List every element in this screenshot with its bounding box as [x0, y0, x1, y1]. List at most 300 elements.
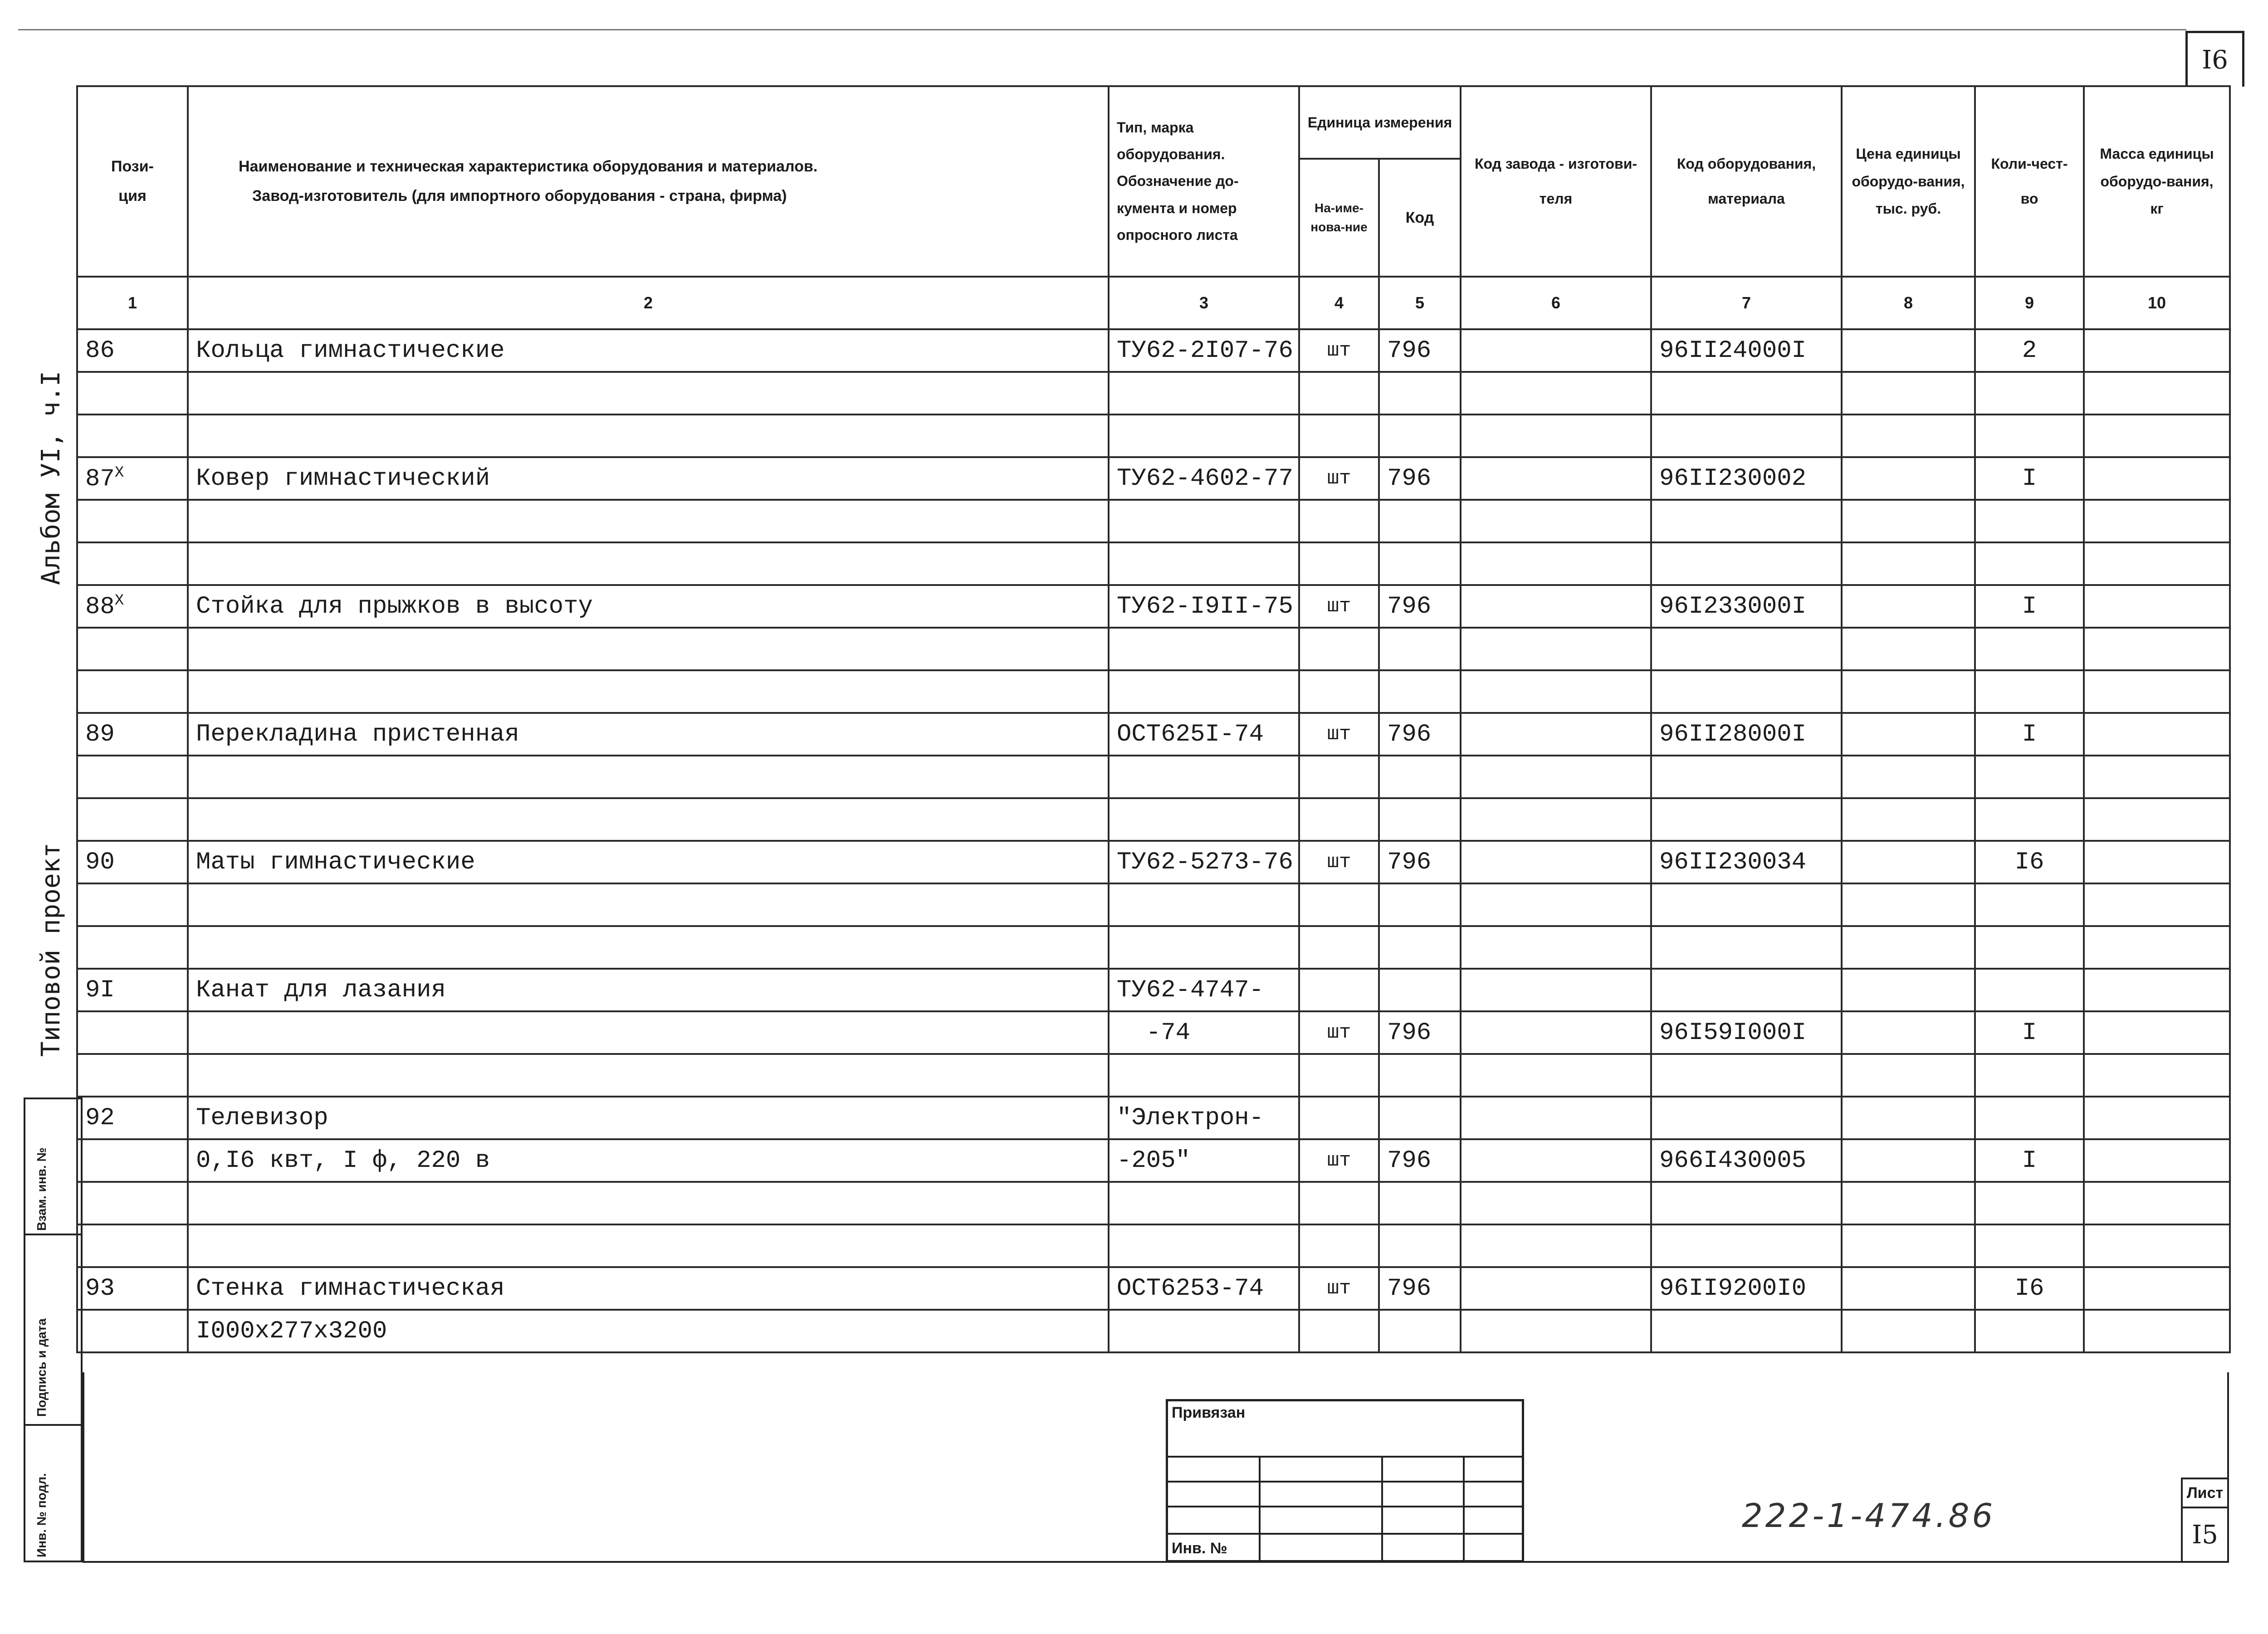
row-mass	[2084, 1224, 2230, 1267]
table-row	[77, 415, 2230, 457]
row-unit-code	[1379, 670, 1461, 713]
row-type	[1109, 585, 1299, 628]
table-row	[77, 500, 2230, 542]
row-material-code	[1651, 1139, 1842, 1182]
row-type	[1109, 1224, 1299, 1267]
row-position	[77, 670, 188, 713]
stamp-cell-replace	[25, 1099, 81, 1235]
row-position	[77, 500, 188, 542]
row-price	[1842, 883, 1975, 926]
row-position	[77, 756, 188, 798]
row-type	[1109, 1139, 1299, 1182]
row-mass	[2084, 883, 2230, 926]
row-unit	[1299, 841, 1379, 883]
row-unit	[1299, 1267, 1379, 1310]
stamp-column	[24, 1097, 83, 1562]
table-row	[77, 1224, 2230, 1267]
row-material-code	[1651, 372, 1842, 415]
row-name	[188, 969, 1109, 1011]
row-factory-code	[1461, 926, 1651, 969]
row-quantity	[1975, 670, 2084, 713]
row-price	[1842, 329, 1975, 372]
row-factory-code	[1461, 883, 1651, 926]
row-unit-code	[1379, 1267, 1461, 1310]
row-type	[1109, 883, 1299, 926]
row-type	[1109, 542, 1299, 585]
row-mass	[2084, 1310, 2230, 1352]
row-type	[1109, 926, 1299, 969]
row-mass	[2084, 969, 2230, 1011]
row-quantity	[1975, 500, 2084, 542]
row-unit-code	[1379, 457, 1461, 500]
row-material-code-text: 966I430005	[1659, 1146, 1807, 1175]
row-quantity-text: I	[2022, 1146, 2037, 1175]
header-mass: Масса единицы оборудо-вания, кг	[2084, 86, 2230, 277]
row-mass	[2084, 1267, 2230, 1310]
row-unit-code	[1379, 1310, 1461, 1352]
row-mass	[2084, 500, 2230, 542]
binding-rule	[1168, 1506, 1522, 1507]
row-quantity	[1975, 1139, 2084, 1182]
column-number: 2	[188, 277, 1109, 329]
row-unit	[1299, 500, 1379, 542]
row-quantity	[1975, 713, 2084, 756]
row-position	[77, 1011, 188, 1054]
row-name	[188, 1182, 1109, 1224]
row-mass	[2084, 457, 2230, 500]
row-material-code	[1651, 500, 1842, 542]
row-material-code	[1651, 713, 1842, 756]
row-quantity	[1975, 1182, 2084, 1224]
row-price	[1842, 372, 1975, 415]
row-quantity	[1975, 1054, 2084, 1097]
row-material-code	[1651, 841, 1842, 883]
row-name-text: Канат для лазания	[196, 976, 446, 1004]
row-position-text: 89	[85, 720, 115, 748]
row-factory-code	[1461, 1011, 1651, 1054]
row-unit	[1299, 1097, 1379, 1139]
row-price	[1842, 1182, 1975, 1224]
row-factory-code	[1461, 372, 1651, 415]
table-row	[77, 585, 2230, 628]
row-mass	[2084, 628, 2230, 670]
row-price	[1842, 1097, 1975, 1139]
table-row	[77, 1310, 2230, 1352]
table-row	[77, 1139, 2230, 1182]
row-position-text: 92	[85, 1104, 115, 1132]
row-quantity	[1975, 969, 2084, 1011]
row-type	[1109, 713, 1299, 756]
table-row	[77, 1054, 2230, 1097]
row-price	[1842, 1224, 1975, 1267]
row-unit-text: шт	[1327, 1021, 1351, 1044]
row-mass	[2084, 756, 2230, 798]
row-quantity-text: I	[2022, 464, 2037, 493]
row-material-code	[1651, 756, 1842, 798]
row-factory-code	[1461, 1182, 1651, 1224]
row-name	[188, 1054, 1109, 1097]
row-material-code	[1651, 926, 1842, 969]
row-type-text: ОСТ6253-74	[1117, 1274, 1264, 1302]
row-quantity-text: I	[2022, 592, 2037, 620]
row-unit-text: шт	[1327, 851, 1351, 873]
row-price	[1842, 1054, 1975, 1097]
row-type	[1109, 670, 1299, 713]
row-mass	[2084, 1139, 2230, 1182]
row-name	[188, 585, 1109, 628]
row-material-code-text: 96II9200I0	[1659, 1274, 1807, 1302]
row-quantity-text: I	[2022, 1019, 2037, 1047]
column-number: 6	[1461, 277, 1651, 329]
row-name-text: Стойка для прыжков в высоту	[196, 592, 593, 620]
row-mass	[2084, 329, 2230, 372]
row-type	[1109, 1097, 1299, 1139]
row-mass	[2084, 926, 2230, 969]
row-quantity	[1975, 883, 2084, 926]
row-mass	[2084, 1182, 2230, 1224]
row-mass	[2084, 1097, 2230, 1139]
row-price	[1842, 798, 1975, 841]
row-material-code	[1651, 1097, 1842, 1139]
row-material-code	[1651, 585, 1842, 628]
row-position	[77, 415, 188, 457]
row-name	[188, 798, 1109, 841]
row-unit-code	[1379, 1097, 1461, 1139]
row-unit	[1299, 670, 1379, 713]
row-unit-code-text: 796	[1387, 848, 1432, 876]
row-type-text: ТУ62-2I07-76	[1117, 337, 1293, 365]
row-unit	[1299, 756, 1379, 798]
row-position-text: 86	[85, 337, 115, 365]
row-mass	[2084, 798, 2230, 841]
row-price	[1842, 628, 1975, 670]
row-name-text: Ковер гимнастический	[196, 464, 490, 493]
row-mass	[2084, 372, 2230, 415]
binding-title: Привязан	[1172, 1404, 1246, 1421]
column-number: 5	[1379, 277, 1461, 329]
row-factory-code	[1461, 585, 1651, 628]
row-unit	[1299, 883, 1379, 926]
row-position	[77, 457, 188, 500]
row-factory-code	[1461, 500, 1651, 542]
row-type	[1109, 1182, 1299, 1224]
row-factory-code	[1461, 1267, 1651, 1310]
row-factory-code	[1461, 969, 1651, 1011]
row-name-text: Стенка гимнастическая	[196, 1274, 505, 1302]
row-quantity-text: I6	[2014, 848, 2044, 876]
row-position	[77, 1097, 188, 1139]
row-factory-code	[1461, 628, 1651, 670]
row-type	[1109, 756, 1299, 798]
row-factory-code	[1461, 798, 1651, 841]
row-position	[77, 883, 188, 926]
row-quantity	[1975, 1310, 2084, 1352]
row-material-code	[1651, 1182, 1842, 1224]
project-side-label: Типовой проект	[36, 842, 66, 1057]
row-material-code	[1651, 969, 1842, 1011]
row-type-text: -205"	[1117, 1146, 1191, 1175]
row-quantity	[1975, 457, 2084, 500]
row-quantity	[1975, 1224, 2084, 1267]
equipment-spec-table	[76, 85, 2231, 1353]
row-price	[1842, 542, 1975, 585]
row-name	[188, 372, 1109, 415]
row-type-text: ТУ62-5273-76	[1117, 848, 1293, 876]
row-price	[1842, 1011, 1975, 1054]
row-type	[1109, 1054, 1299, 1097]
row-material-code-text: 96I233000I	[1659, 592, 1807, 620]
binding-rule	[1168, 1533, 1522, 1535]
row-material-code-text: 96II24000I	[1659, 337, 1807, 365]
column-number: 7	[1651, 277, 1842, 329]
row-position-text: 87	[85, 465, 115, 493]
row-unit-code	[1379, 415, 1461, 457]
row-name	[188, 1097, 1109, 1139]
row-quantity	[1975, 798, 2084, 841]
row-price	[1842, 670, 1975, 713]
row-quantity	[1975, 415, 2084, 457]
row-unit	[1299, 1139, 1379, 1182]
table-row	[77, 841, 2230, 883]
table-body	[77, 329, 2230, 1352]
row-quantity	[1975, 926, 2084, 969]
row-unit-code	[1379, 628, 1461, 670]
row-mass	[2084, 713, 2230, 756]
row-name	[188, 457, 1109, 500]
row-unit-code	[1379, 969, 1461, 1011]
row-type	[1109, 372, 1299, 415]
row-unit	[1299, 926, 1379, 969]
row-name-text: Телевизор	[196, 1104, 328, 1132]
row-quantity	[1975, 1011, 2084, 1054]
row-quantity	[1975, 585, 2084, 628]
row-type-text: -74	[1117, 1019, 1191, 1047]
row-position	[77, 329, 188, 372]
header-material-code: Код оборудования, материала	[1651, 86, 1842, 277]
row-position	[77, 1310, 188, 1352]
row-quantity	[1975, 1267, 2084, 1310]
row-type-text: ТУ62-4602-77	[1117, 464, 1293, 493]
header-name: Наименование и техническая характеристика оборудования и материалов. Завод-изготовитель (для импортного оборудования - страна, фирма)	[188, 86, 1109, 277]
row-unit	[1299, 1310, 1379, 1352]
row-material-code-text: 96I59I000I	[1659, 1019, 1807, 1047]
row-quantity	[1975, 841, 2084, 883]
row-name	[188, 883, 1109, 926]
row-position-mark: X	[114, 464, 124, 482]
row-unit-code	[1379, 926, 1461, 969]
row-type	[1109, 1310, 1299, 1352]
row-unit	[1299, 1011, 1379, 1054]
column-number: 4	[1299, 277, 1379, 329]
row-unit	[1299, 713, 1379, 756]
row-factory-code	[1461, 670, 1651, 713]
row-position	[77, 798, 188, 841]
row-position	[77, 1139, 188, 1182]
row-unit-code-text: 796	[1387, 720, 1432, 748]
row-name	[188, 329, 1109, 372]
row-type	[1109, 329, 1299, 372]
row-position-text: 90	[85, 848, 115, 876]
row-unit-code	[1379, 1054, 1461, 1097]
table-row	[77, 926, 2230, 969]
row-factory-code	[1461, 457, 1651, 500]
row-mass	[2084, 670, 2230, 713]
row-factory-code	[1461, 1310, 1651, 1352]
header-unit-code: Код	[1379, 159, 1461, 277]
binding-stamp	[1166, 1399, 1524, 1562]
row-type	[1109, 1011, 1299, 1054]
row-name	[188, 542, 1109, 585]
row-name	[188, 415, 1109, 457]
row-material-code	[1651, 628, 1842, 670]
row-material-code	[1651, 1054, 1842, 1097]
row-material-code	[1651, 670, 1842, 713]
table-row	[77, 1182, 2230, 1224]
row-unit-text: шт	[1327, 339, 1351, 362]
row-unit-code-text: 796	[1387, 1146, 1432, 1175]
binding-divider	[1463, 1456, 1465, 1560]
row-name	[188, 670, 1109, 713]
row-type	[1109, 457, 1299, 500]
row-unit	[1299, 798, 1379, 841]
row-price	[1842, 841, 1975, 883]
column-number: 1	[77, 277, 188, 329]
row-factory-code	[1461, 329, 1651, 372]
row-mass	[2084, 841, 2230, 883]
row-material-code	[1651, 798, 1842, 841]
row-position-text: 88	[85, 593, 115, 621]
stamp-label-signature: Подпись и дата	[34, 1318, 49, 1417]
table-row	[77, 969, 2230, 1011]
table-row	[77, 1097, 2230, 1139]
row-unit-code	[1379, 713, 1461, 756]
binding-inventory-label: Инв. №	[1172, 1540, 1227, 1557]
row-type-text: ТУ62-4747-	[1117, 976, 1264, 1004]
row-quantity-text: I6	[2014, 1274, 2044, 1302]
row-material-code	[1651, 329, 1842, 372]
row-type	[1109, 415, 1299, 457]
row-mass	[2084, 415, 2230, 457]
stamp-cell-inventory	[25, 1426, 81, 1562]
row-name-text: I000x277x3200	[196, 1317, 387, 1345]
row-name-text: Перекладина пристенная	[196, 720, 519, 748]
row-position	[77, 841, 188, 883]
row-position	[77, 926, 188, 969]
row-position	[77, 1054, 188, 1097]
row-mass	[2084, 542, 2230, 585]
row-position	[77, 1267, 188, 1310]
sheet-box	[2181, 1478, 2229, 1563]
row-quantity	[1975, 756, 2084, 798]
top-rule	[18, 29, 2186, 30]
stamp-label-inventory: Инв. № подл.	[34, 1473, 49, 1557]
row-name	[188, 1310, 1109, 1352]
row-position	[77, 372, 188, 415]
header-unit-name: На-име-нова-ние	[1299, 159, 1379, 277]
row-unit-code-text: 796	[1387, 592, 1432, 620]
binding-divider	[1259, 1456, 1261, 1560]
row-name-text: 0,I6 квт, I ф, 220 в	[196, 1146, 490, 1175]
row-unit	[1299, 969, 1379, 1011]
table-row	[77, 457, 2230, 500]
row-unit-code	[1379, 841, 1461, 883]
row-unit	[1299, 1224, 1379, 1267]
row-unit	[1299, 628, 1379, 670]
header-unit-group: Единица измерения	[1299, 86, 1461, 159]
table-row	[77, 1011, 2230, 1054]
row-type	[1109, 628, 1299, 670]
row-price	[1842, 500, 1975, 542]
row-mass	[2084, 1011, 2230, 1054]
table-row	[77, 670, 2230, 713]
row-material-code	[1651, 1267, 1842, 1310]
row-unit	[1299, 1182, 1379, 1224]
header-factory-code: Код завода - изготови-теля	[1461, 86, 1651, 277]
row-price	[1842, 1267, 1975, 1310]
table-row	[77, 883, 2230, 926]
row-factory-code	[1461, 415, 1651, 457]
row-position	[77, 1224, 188, 1267]
row-unit-code-text: 796	[1387, 464, 1432, 493]
row-unit-text: шт	[1327, 467, 1351, 490]
row-position	[77, 628, 188, 670]
row-position	[77, 713, 188, 756]
row-unit-code	[1379, 329, 1461, 372]
row-name	[188, 926, 1109, 969]
row-material-code	[1651, 415, 1842, 457]
column-number: 8	[1842, 277, 1975, 329]
row-type	[1109, 969, 1299, 1011]
row-name	[188, 1011, 1109, 1054]
row-price	[1842, 585, 1975, 628]
top-page-number: I6	[2185, 31, 2244, 87]
row-material-code	[1651, 457, 1842, 500]
row-unit	[1299, 415, 1379, 457]
row-price	[1842, 969, 1975, 1011]
row-position-text: 9I	[85, 976, 115, 1004]
row-type	[1109, 500, 1299, 542]
row-mass	[2084, 585, 2230, 628]
row-price	[1842, 926, 1975, 969]
row-unit-text: шт	[1327, 1149, 1351, 1172]
row-position-mark: X	[114, 592, 124, 610]
row-position	[77, 969, 188, 1011]
row-material-code	[1651, 1310, 1842, 1352]
document-code: 222-1-474.86	[1742, 1497, 1996, 1535]
binding-rule	[1168, 1456, 1522, 1458]
table-row	[77, 756, 2230, 798]
row-unit-code	[1379, 585, 1461, 628]
table-row	[77, 1267, 2230, 1310]
row-unit-text: шт	[1327, 723, 1351, 746]
row-unit	[1299, 542, 1379, 585]
row-type	[1109, 1267, 1299, 1310]
row-unit-code	[1379, 756, 1461, 798]
row-unit-code	[1379, 1139, 1461, 1182]
row-factory-code	[1461, 1097, 1651, 1139]
row-price	[1842, 1139, 1975, 1182]
row-name	[188, 500, 1109, 542]
row-name	[188, 628, 1109, 670]
sheet-number: I5	[2192, 1520, 2218, 1550]
binding-rule	[1168, 1481, 1522, 1483]
table-row	[77, 713, 2230, 756]
row-name-text: Кольца гимнастические	[196, 337, 505, 365]
sheet-label: Лист	[2183, 1479, 2227, 1508]
row-material-code-text: 96II28000I	[1659, 720, 1807, 748]
row-factory-code	[1461, 542, 1651, 585]
row-type	[1109, 798, 1299, 841]
